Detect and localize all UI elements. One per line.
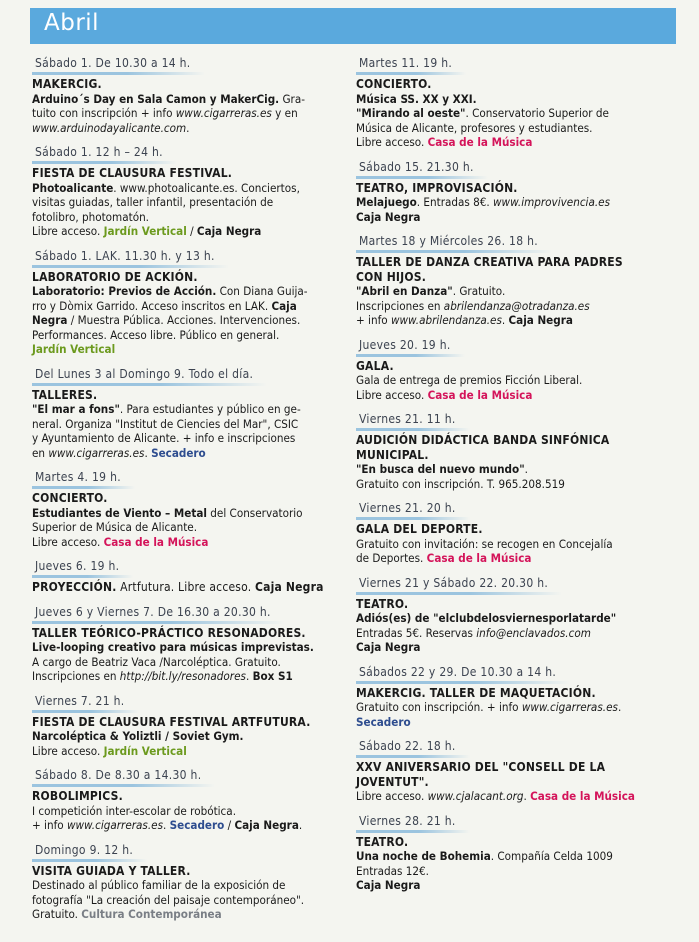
event-body [32,804,344,833]
event-link[interactable]: www.improvivencia.es [493,195,611,209]
event-text: . Conservatorio Superior de [465,106,609,120]
event-item [356,334,676,403]
event-date: Sábado 1. De 10.30 a 14 h. [32,56,205,75]
event-title-text: JOVENTUT". [356,774,429,789]
event-subtitle: Estudiantes de Viento – Metal [32,505,207,520]
event-body [356,849,676,893]
event-text: . [186,120,190,135]
event-text: fotolibro, photomatón. [32,209,149,224]
event-date: Martes 11. 19 h. [356,56,466,75]
venue-separator: / [186,224,197,238]
venue-label: Secadero [169,818,225,832]
event-text: del Conservatorio [206,505,303,520]
event-text: Libre acceso. [32,534,104,549]
event-text: . [523,789,531,803]
venue-label: Casa de la Música [103,534,209,549]
event-title [356,760,676,789]
event-title-text: PROYECCIÓN. [32,580,117,594]
event-body [32,729,344,758]
event-text: rro y Dòmix Garrido. Acceso inscritos en LAK. [32,298,272,313]
event-title: TALLERES. [32,387,98,402]
event-date: Domingo 9. 12 h. [32,843,147,862]
event-item [356,52,676,150]
event-text: . www.photoalicante.es. Conciertos, [113,180,300,195]
event-text: . [163,818,170,832]
event-title-text: XXV ANIVERSARIO DEL "CONSELL DE LA [356,760,606,774]
event-text: en [32,445,49,460]
event-subtitle: "Abril en Danza" [356,284,453,298]
venue-label: Caja Negra [356,640,421,654]
venue-label: Jardín Vertical [103,224,187,238]
event-subtitle: Melajuego [356,195,417,209]
event-title: TALLER TEÓRICO-PRÁCTICO RESONADORES. [32,625,306,640]
event-text: visitas guiadas, taller infantil, presentación de [32,195,274,209]
event-text: Gratuito con inscripción. T. 965.208.519 [356,476,565,491]
event-subtitle: Música SS. XX y XXI. [356,91,477,106]
event-text: Entradas 5€. Reservas [356,625,477,640]
event-text: neral. Organiza "Institut de Ciencies del Mar", CSIC [32,416,299,431]
event-title: GALA DEL DEPORTE. [356,522,483,536]
venue-label: Caja Negra [508,313,573,327]
event-title: FIESTA DE CLAUSURA FESTIVAL ARTFUTURA. [32,714,311,729]
page-title: Abril [44,10,100,36]
event-text: + info [32,818,67,832]
event-title: MAKERCIG. TALLER DE MAQUETACIÓN. [356,685,596,700]
event-item [32,245,344,357]
event-item [32,839,344,922]
event-item [356,408,676,491]
event-body [356,92,676,150]
event-text: Gratuito. [32,907,82,921]
event-date: Martes 4. 19 h. [32,470,135,489]
venue-label: Caja [271,298,297,313]
event-subtitle: "El mar a fons" [32,402,120,416]
event-text: / Muestra Pública. Acciones. Intervenciones. [67,313,301,327]
event-body [356,700,676,729]
event-item [356,572,676,655]
event-title-text: TALLER DE DANZA CREATIVA PARA PADRES [356,255,623,269]
event-link[interactable]: www.cjalacant.org [427,789,524,803]
event-date: Jueves 6. 19 h. [32,559,133,578]
event-date: Martes 18 y Miércoles 26. 18 h. [356,234,552,253]
venue-label: Negra [32,313,68,327]
venue-label: Jardín Vertical [32,342,116,356]
event-text: Inscripciones en [32,669,120,683]
event-text: Superior de Música de Alicante. [32,520,198,534]
event-subtitle: "Mirando al oeste" [356,106,466,120]
event-item [32,601,344,684]
event-text: Gratuito con invitación: se recogen en Concejalía [356,536,613,551]
venue-label: Casa de la Música [427,387,533,402]
event-text: . [245,669,253,683]
event-link[interactable]: www.cigarreras.es [48,445,145,460]
event-link[interactable]: www.cigarreras.es [521,700,618,714]
event-item [356,230,676,328]
event-link[interactable]: info@enclavados.com [476,625,591,640]
event-link[interactable]: www.cigarreras.es [175,106,272,120]
event-item [32,764,344,833]
event-text: Libre acceso. [32,224,104,238]
event-date: Viernes 7. 21 h. [32,694,139,713]
event-title: VISITA GUIADA Y TALLER. [32,863,191,878]
event-text: . Gratuito. [452,284,506,298]
event-text: Performances. Acceso libre. Público en general. [32,327,280,342]
event-text: . [524,462,528,476]
event-date: Sábado 1. LAK. 11.30 h. y 13 h. [32,249,229,268]
event-item [32,555,344,595]
event-body [356,537,676,566]
event-item [32,363,344,461]
event-body [32,181,344,239]
event-item [356,810,676,893]
event-text: Música de Alicante, profesores y estudiantes. [356,120,593,135]
venue-label: Cultura Contemporánea [81,907,222,921]
event-title-text: AUDICIÓN DIDÁCTICA BANDA SINFÓNICA [356,433,610,447]
event-date: Del Lunes 3 al Domingo 9. Todo el día. [32,367,267,386]
event-date: Viernes 21 y Sábado 22. 20.30 h. [356,576,562,595]
event-body [32,284,344,357]
event-date: Jueves 6 y Viernes 7. De 16.30 a 20.30 h. [32,605,285,624]
event-title: MAKERCIG. [32,77,102,91]
event-subtitle: Narcoléptica & Yoliztli / Soviet Gym. [32,729,244,743]
venue-separator: / [224,818,235,832]
event-item [356,735,676,804]
event-title: ROBOLIMPICS. [32,789,123,803]
event-link[interactable]: www.arduinodayalicante.com [32,120,187,135]
venue-label: Jardín Vertical [103,743,187,758]
venue-label: Casa de la Música [427,135,533,149]
event-item [32,141,344,239]
venue-label: Secadero [151,445,206,460]
event-link[interactable]: www.abrilendanza.es [390,313,502,327]
event-body [32,402,344,460]
event-title-text: MUNICIPAL. [356,447,429,462]
event-text: de Deportes. [356,551,427,565]
event-subtitle: Live-looping creativo para músicas imprevistas. [32,640,314,654]
event-subtitle: Una noche de Bohemia [356,849,491,863]
venue-label: Caja Negra [234,818,299,832]
event-body [356,462,676,491]
event-title: TEATRO. [356,596,409,611]
event-text: Gra- [279,91,305,106]
event-subtitle: Laboratorio: Previos de Acción. [32,284,217,298]
event-text: Libre acceso. [356,135,428,149]
event-item [32,52,344,135]
event-date: Sábado 15. 21.30 h. [356,160,488,179]
event-date: Viernes 21. 20 h. [356,501,470,520]
event-text: Con Diana Guija- [216,284,308,298]
event-text: y en [271,106,298,120]
event-text: + info [356,313,391,327]
event-date: Sábado 22. 18 h. [356,739,470,758]
event-subtitle: "En busca del nuevo mundo" [356,462,525,476]
event-subtitle: Photoalicante [32,180,114,195]
event-date: Sábado 1. 12 h – 24 h. [32,145,177,164]
venue-label: Box S1 [252,669,293,683]
event-title [356,255,676,284]
event-title: GALA. [356,358,394,373]
event-title: CONCIERTO. [356,77,432,91]
event-date: Viernes 28. 21 h. [356,814,470,833]
event-body [356,373,676,402]
event-text: I competición inter-escolar de robótica. [32,803,236,818]
event-text: Destinado al público familiar de la exposición de [32,878,286,892]
event-title-text: CON HIJOS. [356,269,427,284]
event-title: TEATRO, IMPROVISACIÓN. [356,180,518,195]
event-body [356,284,676,328]
event-text: . [298,818,303,832]
event-text: Libre acceso. [356,789,428,803]
event-text: Gratuito con inscripción. + info [356,700,522,714]
event-date: Sábados 22 y 29. De 10.30 a 14 h. [356,665,570,684]
event-title [32,580,344,595]
event-item [32,690,344,759]
event-subtitle: Adiós(es) de "elclubdelosviernesporlatarde" [356,611,617,625]
event-text: . Para estudiantes y público en ge- [119,402,301,416]
event-subtitle: Arduino´s Day en Sala Camon y MakerCig. [32,91,280,106]
event-item [32,466,344,549]
event-subtitle: Artfutura [116,580,171,594]
event-title: LABORATORIO DE ACKIÓN. [32,269,198,284]
event-body [32,640,344,684]
event-date: Jueves 20. 19 h. [356,338,465,357]
event-date: Sábado 8. De 8.30 a 14.30 h. [32,768,215,787]
event-text: Libre acceso. [356,387,428,402]
right-column [356,52,676,899]
event-body [356,789,676,804]
venue-label: Casa de la Música [426,551,532,565]
venue-label: Caja Negra [196,224,262,238]
month-header [30,8,676,44]
event-text: . [501,313,509,327]
venue-label: Caja Negra [254,580,324,594]
event-item [356,661,676,730]
event-title [356,433,676,462]
event-link[interactable]: www.cigarreras.es [66,818,164,832]
event-text: Gala de entrega de premios Ficción Liberal. [356,373,583,387]
venue-label: Casa de la Música [530,789,635,803]
event-text: . Compañía Celda 1009 [490,849,613,863]
event-title: CONCIERTO. [32,491,108,505]
event-text: fotografía "La creación del paisaje contemporáneo". [32,892,305,907]
event-body [32,92,344,136]
event-text: . [144,445,152,460]
event-body [32,506,344,550]
event-text: Entradas 12€. [356,863,429,878]
event-link[interactable]: http://bit.ly/resonadores [119,669,246,683]
event-text: Libre acceso. [32,743,104,758]
venue-label: Caja Negra [356,878,421,892]
event-item [356,156,676,225]
event-text: Inscripciones en [356,298,444,313]
event-item [356,497,676,566]
venue-label: Secadero [356,714,411,729]
event-body [356,611,676,655]
event-title: TEATRO. [356,834,409,849]
venue-label: Caja Negra [356,209,421,224]
event-text: . [617,700,622,714]
event-text: A cargo de Beatriz Vaca /Narcoléptica. Gratuito. [32,654,281,669]
event-text: . Libre acceso. [170,580,255,594]
event-text: tuito con inscripción + info [32,106,176,120]
event-body [356,195,676,224]
event-date: Viernes 21. 11 h. [356,412,470,431]
left-column [32,52,344,928]
event-title: FIESTA DE CLAUSURA FESTIVAL. [32,166,233,180]
event-text: y Ayuntamiento de Alicante. + info e inscripciones [32,431,296,445]
event-body [32,878,344,922]
event-link[interactable]: abrilendanza@otradanza.es [443,298,590,313]
event-text: . Entradas 8€. [416,195,494,209]
